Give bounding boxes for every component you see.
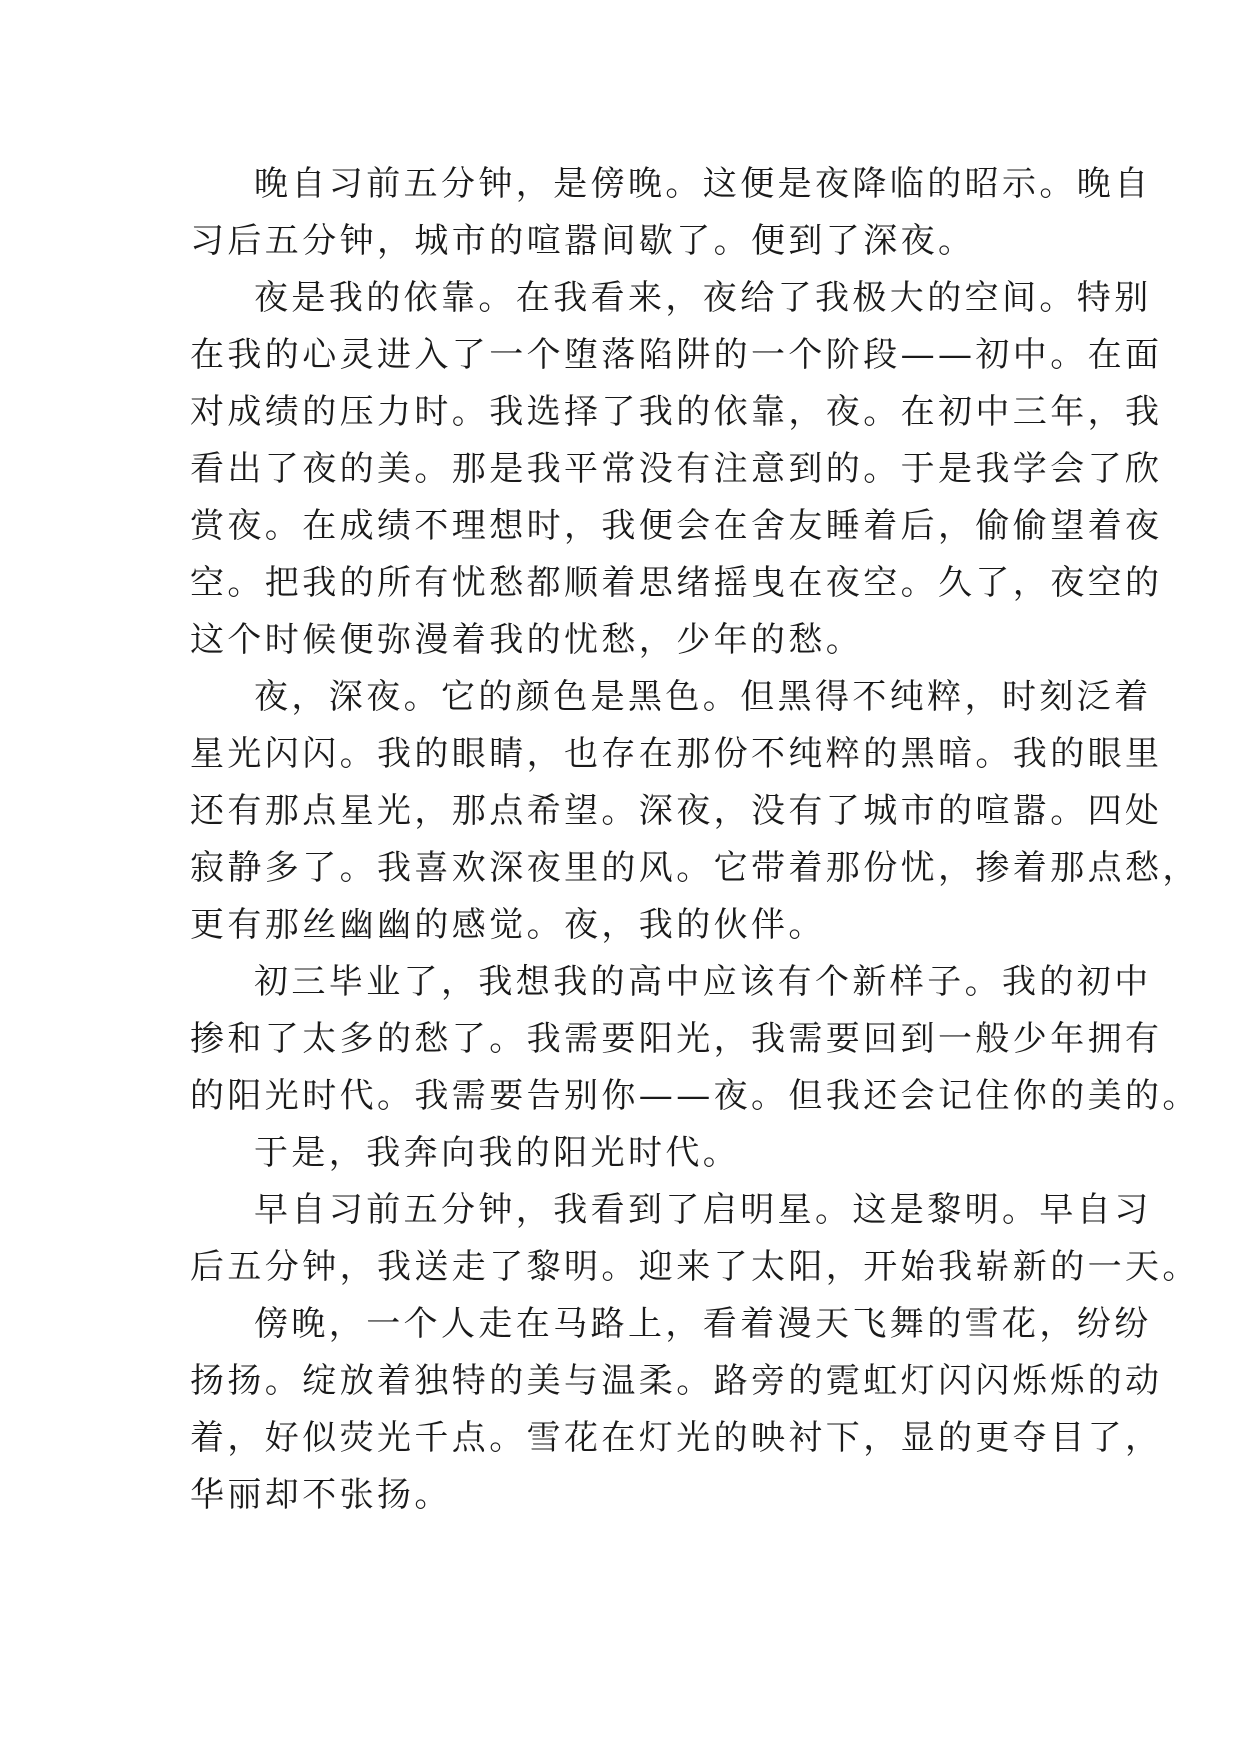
text-line: 着，好似荧光千点。雪花在灯光的映衬下，显的更夺目了， [190, 1418, 1163, 1458]
text-line: 习后五分钟，城市的喧嚣间歇了。便到了深夜。 [190, 221, 976, 261]
text-line: 掺和了太多的愁了。我需要阳光，我需要回到一般少年拥有 [190, 1019, 1163, 1059]
text-line: 夜是我的依靠。在我看来，夜给了我极大的空间。特别 [254, 278, 1152, 318]
text-line: 早自习前五分钟，我看到了启明星。这是黎明。早自习 [254, 1190, 1152, 1230]
text-line: 傍晚，一个人走在马路上，看着漫天飞舞的雪花，纷纷 [254, 1304, 1152, 1344]
text-line: 晚自习前五分钟，是傍晚。这便是夜降临的昭示。晚自 [254, 164, 1152, 204]
text-line: 华丽却不张扬。 [190, 1475, 452, 1515]
text-line: 扬扬。绽放着独特的美与温柔。路旁的霓虹灯闪闪烁烁的动 [190, 1361, 1163, 1401]
text-line: 于是，我奔向我的阳光时代。 [254, 1133, 741, 1173]
text-line: 夜，深夜。它的颜色是黑色。但黑得不纯粹，时刻泛着 [254, 677, 1152, 717]
text-line: 星光闪闪。我的眼睛，也存在那份不纯粹的黑暗。我的眼里 [190, 734, 1163, 774]
text-line: 更有那丝幽幽的感觉。夜，我的伙伴。 [190, 905, 826, 945]
text-line: 空。把我的所有忧愁都顺着思绪摇曳在夜空。久了，夜空的 [190, 563, 1163, 603]
text-line: 的阳光时代。我需要告别你——夜。但我还会记住你的美的。 [190, 1076, 1200, 1116]
text-line: 初三毕业了，我想我的高中应该有个新样子。我的初中 [254, 962, 1152, 1002]
text-line: 赏夜。在成绩不理想时，我便会在舍友睡着后，偷偷望着夜 [190, 506, 1163, 546]
text-line: 看出了夜的美。那是我平常没有注意到的。于是我学会了欣 [190, 449, 1163, 489]
text-line: 寂静多了。我喜欢深夜里的风。它带着那份忧，掺着那点愁， [190, 848, 1200, 888]
text-line: 还有那点星光，那点希望。深夜，没有了城市的喧嚣。四处 [190, 791, 1163, 831]
text-line: 后五分钟，我送走了黎明。迎来了太阳，开始我崭新的一天。 [190, 1247, 1200, 1287]
text-line: 这个时候便弥漫着我的忧愁，少年的愁。 [190, 620, 864, 660]
text-line: 在我的心灵进入了一个堕落陷阱的一个阶段——初中。在面 [190, 335, 1163, 375]
text-line: 对成绩的压力时。我选择了我的依靠，夜。在初中三年，我 [190, 392, 1163, 432]
